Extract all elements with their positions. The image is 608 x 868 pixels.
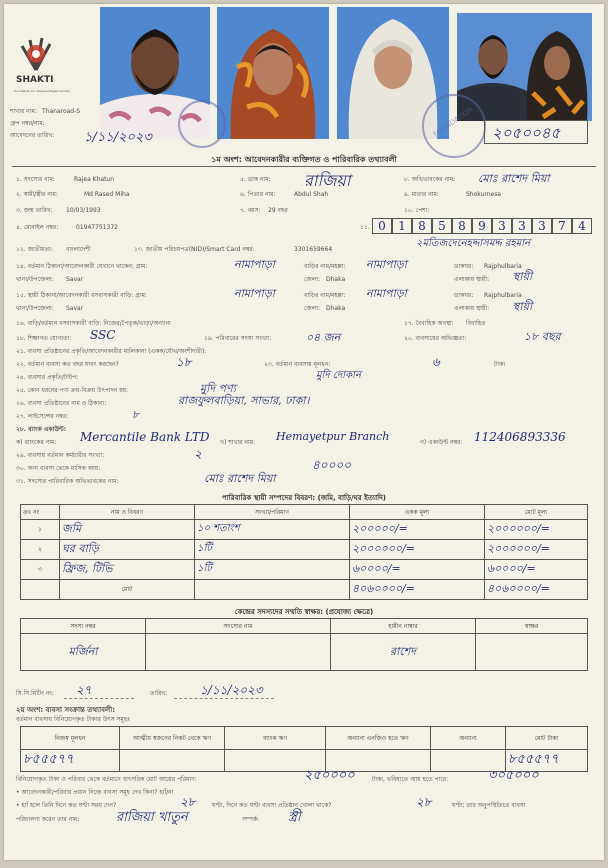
account-number: ২০৫০০৪৫ bbox=[492, 124, 561, 142]
hours-line-value2: ২৮ bbox=[416, 795, 432, 809]
district-value: Dhaka bbox=[326, 276, 346, 283]
assets-header-cell: ক্রঃ নং bbox=[21, 505, 60, 520]
perm-locality: স্থায়ী bbox=[512, 300, 533, 313]
center-title: কেন্দ্রের সদস্যদের সম্মতি স্বাক্ষর: (প্রযোজ্য ক্ষেত্রে) bbox=[4, 606, 604, 618]
cc-meeting-label: সি.সি.মিটিং নং: bbox=[16, 690, 54, 697]
branch-label: শাখার নাম: bbox=[10, 108, 37, 115]
nid-label: ১৩. জাতীয় পরিচয়পত্র(NID)/Smart Card নম্বর: bbox=[134, 246, 255, 253]
capital-unit: টাকা bbox=[494, 361, 505, 368]
business-type-value: মুদি দোকান bbox=[316, 370, 361, 381]
foundation-stamp bbox=[178, 100, 226, 148]
nid-value: 3301659664 bbox=[294, 246, 333, 253]
manager-label: পরিচালনা করেন তার নাম: bbox=[16, 816, 80, 823]
income-line-mid: টাকা, ভবিষ্যতে আয় হতে পারে: bbox=[372, 776, 449, 783]
table-row: ৮৫৫৫৭৭ ৮৫৫৫৭৭ bbox=[21, 750, 588, 772]
logo-tagline: foundation for disadvantaged women bbox=[14, 89, 71, 93]
father-value: Abdul Shah bbox=[294, 191, 329, 198]
business-addr-value: রাজফুলবাড়িয়া, সাভার, ঢাকা। bbox=[178, 394, 310, 407]
account-label: গ) একাউন্ট নম্বর: bbox=[420, 439, 463, 446]
investment-header-row: নিজস্ব মূলধন আত্মীয় স্বজনের নিকট থেকে ঋণ ব্যাংক ঋণ অন্যান্য এনজিও হতে ঋণ অন্যান্য মোট টাকা bbox=[21, 727, 588, 750]
bank-name-label: ক) ব্যাংকের নাম: bbox=[16, 439, 57, 446]
perm-thana: Savar bbox=[66, 305, 84, 312]
business-addr-label: ২৬. ব্যবসা প্রতিষ্ঠানের নাম ও ঠিকানা: bbox=[16, 400, 107, 407]
education-value: SSC bbox=[90, 328, 116, 342]
district-label: জেলা: bbox=[304, 276, 321, 283]
dob-label: ৩. জন্ম তারিখ: bbox=[16, 207, 53, 214]
business-age-value: ১৮ bbox=[176, 355, 192, 369]
loan-application-form bbox=[4, 4, 604, 860]
perm-post-label: ডাকঘর: bbox=[454, 292, 474, 299]
education-label: ১৮. শিক্ষাগত যোগ্যতা: bbox=[16, 335, 72, 342]
family-count-label: ১৯. পরিবারের সদস্য সংখ্যা: bbox=[204, 335, 272, 342]
center-table bbox=[20, 618, 588, 671]
house-value: নামাপাড়া bbox=[366, 258, 407, 271]
branch-name-label: খ) শাখার নাম: bbox=[220, 439, 256, 446]
guardian-name-value: মোঃ রাশেদ মিয়া bbox=[204, 472, 276, 485]
income-line-value2: ৩০৫০০০ bbox=[488, 768, 539, 783]
locality-label: এলাকায় স্থায়ী: bbox=[454, 276, 490, 283]
table-row: ২ ঘর বাড়ি ১টি ২০০০০০০/= ২০০০০০০/= bbox=[21, 540, 588, 560]
age-label: ৭. বয়স: bbox=[240, 207, 261, 214]
employee-label: ২৯. ব্যবসায় বর্তমান কর্মচারীর সংখ্যা: bbox=[16, 452, 105, 459]
section2-subtitle: বর্তমান ব্যবসায় বিনিয়োগকৃত টাকার উৎস সমূহঃ bbox=[16, 716, 131, 723]
father-label: ৬. পিতার নাম: bbox=[240, 191, 276, 198]
present-village: নামাপাড়া bbox=[234, 258, 275, 271]
hours-line-label: • হ্যাঁ হলে তিনি দিনে কত ঘণ্টা সময় দেন? bbox=[16, 802, 117, 809]
cc-meeting-value: ২৭ bbox=[76, 683, 92, 697]
income-line-value: ২৫০০০০ bbox=[304, 768, 355, 783]
marital-label: ১৭. বৈবাহিক অবস্থা: bbox=[404, 320, 454, 327]
nationality-label: ১২. জাতীয়তা: bbox=[16, 246, 53, 253]
cc-date-value: ১/১১/২০২৩ bbox=[200, 683, 263, 697]
business-capital-label: ২৩. বর্তমান ব্যবসায় মূলধন: bbox=[264, 361, 331, 368]
hours-line-value: ২৮ bbox=[180, 795, 196, 809]
assets-table bbox=[20, 504, 588, 600]
date-label: আবেদনের তারিখ: bbox=[10, 132, 55, 139]
assets-header-cell: মোট মূল্য bbox=[485, 505, 588, 520]
experience-value: ১৮ বছর bbox=[524, 330, 561, 343]
business-org-label: ২১. ব্যবসা প্রতিষ্ঠানের প্রকৃতি/আবেদনকারীর মালিকানা (একক/যৌথ/অংশীদারী): bbox=[16, 348, 207, 355]
assets-header-cell: সংখ্যা/পরিমাণ bbox=[195, 505, 350, 520]
section1-title: ১ম অংশ: আবেদনকারীর ব্যক্তিগত ও পারিবারিক তথ্যাবলী bbox=[4, 154, 604, 167]
date-value: ১/১১/২০২৩ bbox=[84, 130, 152, 145]
hours-line-mid: ঘণ্টা, দিনে কত ঘণ্টা ব্যবসা প্রতিষ্ঠান খোলা থাকে? bbox=[212, 802, 332, 809]
bank-heading: ২৮. ব্যাংক একাউন্ট: bbox=[16, 426, 67, 433]
perm-district: Dhaka bbox=[326, 305, 346, 312]
account-value: 112406893336 bbox=[474, 430, 566, 444]
profession-label: ১০. পেশা: bbox=[404, 207, 430, 214]
nid-note: ২মতিজদেনেহদ্দাসমদ্দ রহমান bbox=[416, 238, 531, 249]
license-no-label: ২৭. লাইসেন্সের নম্বর: bbox=[16, 413, 69, 420]
member-name: Rajea Khatun bbox=[74, 176, 115, 183]
nationality-value: বাংলাদেশী bbox=[66, 246, 91, 253]
cc-date-label: তারিখ: bbox=[150, 690, 168, 697]
logo-text: SHAKTI bbox=[16, 75, 54, 85]
present-address-label: ১৪. বর্তমান ঠিকানা/আবেদনকারী যেখানে থাকেন: গ্রাম: bbox=[16, 263, 148, 270]
assets-total-row: মোট ৪০৬০০০০/= ৪০৬০০০০/= bbox=[21, 580, 588, 600]
trade-license-label: ২৫. কোন ধরনের পণ্য ক্রয়-বিক্রয় উৎপাদন হয়: bbox=[16, 387, 128, 394]
assets-header-cell: নাম ও বিবরণ bbox=[60, 505, 195, 520]
husband-name: Md Rased Miha bbox=[84, 191, 130, 198]
house-type-label: ১৬. বাড়ি/বর্তমান বসবাসকারী বাড়ি: নিজের/পৈতৃক/ভাড়া/অন্যান্য bbox=[16, 320, 171, 327]
shakti-logo bbox=[12, 32, 72, 98]
perm-locality-label: এলাকায় স্থায়ী: bbox=[454, 305, 490, 312]
nominee-mobile-label: ১১. bbox=[360, 224, 370, 231]
table-row: ৩ ফ্রিজ, টিভি ১টি ৬০০০০/= ৬০০০০/= bbox=[21, 560, 588, 580]
foundation-stamp-2: FOUNDATION bbox=[422, 94, 486, 158]
age-value: 29 বছর bbox=[268, 207, 288, 214]
income-label: ৩০. অন্য ব্যবসা থেকে মাসিক আয়: bbox=[16, 465, 101, 472]
table-row: মর্জিনা রাশেদ bbox=[21, 634, 588, 671]
perm-district-label: জেলা: bbox=[304, 305, 321, 312]
mother-label: ৯. মাতার নাম: bbox=[404, 191, 439, 198]
section2-title: ২য় অংশ: ব্যবসা সংক্রান্ত তথ্যাবলী: bbox=[16, 706, 116, 714]
member-name-label: ১. সদস্যের নাম: bbox=[16, 176, 55, 183]
bank-name-value: Mercantile Bank LTD bbox=[80, 430, 210, 444]
nominee-mobile-boxes: 0 1 8 5 8 9 3 3 3 7 4 bbox=[372, 218, 592, 234]
hours-line-tail: ঘণ্টা; তার অনুপস্থিতিতে ব্যবসা bbox=[452, 802, 526, 809]
post-value: Rajphulbaria bbox=[484, 263, 522, 270]
nickname-value: রাজিয়া bbox=[304, 171, 351, 190]
self-manage-line: • আবেদনকারী/পরিবার প্রধান নিজে ব্যবসা সমূহ দেখ কিনা? হ্যাঁ/না bbox=[16, 789, 174, 796]
nominee-photo bbox=[217, 7, 329, 139]
dob-value: 10/03/1993 bbox=[66, 207, 101, 214]
perm-post: Rajphulbaria bbox=[484, 292, 522, 299]
mobile-label: ৪. মোবাইল নম্বর: bbox=[16, 224, 59, 231]
guardian-name-label: ৩১. সদস্যের পারিবারিক অভিভাবকের নাম: bbox=[16, 478, 119, 485]
trade-license-value: মুদি পণ্য bbox=[200, 382, 236, 395]
assets-header-row bbox=[21, 505, 588, 520]
account-box bbox=[484, 120, 588, 144]
assets-title: পারিবারিক স্থায়ী সম্পদের বিবরণ: (জমি, বাড়ি/ঘর ইত্যাদি) bbox=[4, 492, 604, 504]
assets-header-cell: একক মূল্য bbox=[350, 505, 485, 520]
employee-value: ২ bbox=[194, 447, 202, 461]
perm-village: নামাপাড়া bbox=[234, 287, 275, 300]
branch-value: Thanaroad-S bbox=[42, 108, 81, 115]
marital-value: বিবাহিত bbox=[466, 320, 486, 327]
family-count-value: ০৪ জন bbox=[306, 331, 341, 344]
perm-thana-label: থানা/উপজেলা: bbox=[16, 305, 54, 312]
logo-icon bbox=[12, 32, 60, 74]
relation-label: সম্পর্ক: bbox=[242, 816, 260, 823]
relation-value: স্ত্রী bbox=[288, 810, 301, 825]
business-age-label: ২২. বর্তমান ব্যবসা কত বছর যাবৎ করছেন? bbox=[16, 361, 119, 368]
guardian-value: মোঃ রাশেদ মিয়া bbox=[478, 172, 550, 185]
experience-label: ২০. ব্যবসায়ের অভিজ্ঞতা: bbox=[404, 335, 467, 342]
center-header-row: সদস্য নম্বর সদস্যের নাম হামীন নাম্বার স্বাক্ষর bbox=[21, 619, 588, 634]
license-no-value: ৮ bbox=[132, 408, 140, 421]
post-label: ডাকঘর: bbox=[454, 263, 474, 270]
income-line-label: বিনিয়োগকৃত টাকা ও পরিবার থেকে বর্তমানে বাৎসরিক মোট আয়ের পরিমাণ: bbox=[16, 776, 197, 783]
locality-value: স্থায়ী bbox=[512, 270, 533, 283]
perm-house: নামাপাড়া bbox=[366, 287, 407, 300]
nickname-label: ৫. ডাক নাম: bbox=[240, 176, 271, 183]
group-label: গ্রুপ নম্বর/নাম: bbox=[10, 120, 45, 127]
thana-label: থানা/উপজেলা: bbox=[16, 276, 54, 283]
husband-label: ২. স্বামী/স্ত্রীর নাম: bbox=[16, 191, 58, 198]
manager-value: রাজিয়া খাতুন bbox=[116, 810, 188, 825]
mobile-value: 01947751372 bbox=[76, 224, 118, 231]
guardian-label: ৮. অভিভাবকের নাম: bbox=[404, 176, 456, 183]
house-label: বাড়ির নাম/মহল্লা: bbox=[304, 263, 346, 270]
perm-house-label: বাড়ির নাম/মহল্লা: bbox=[304, 292, 346, 299]
business-type-label: ২৪. ব্যবসার প্রকৃতি/টাইপ: bbox=[16, 374, 79, 381]
perm-address-label: ১৫. স্থায়ী ঠিকানা/আবেদনকারী বসবাসকারী বাড়ি: গ্রাম: bbox=[16, 292, 147, 299]
income-value: ৪০০০০ bbox=[312, 458, 351, 472]
business-capital-value: ৬ bbox=[432, 355, 440, 369]
table-row: ১ জমি ১০ শতাংশ ২০০০০০/= ২০০০০০০/= bbox=[21, 520, 588, 540]
thana-value: Savar bbox=[66, 276, 84, 283]
branch-name-value: Hemayetpur Branch bbox=[276, 430, 390, 443]
mother-value: Shokurnesa bbox=[466, 191, 502, 198]
